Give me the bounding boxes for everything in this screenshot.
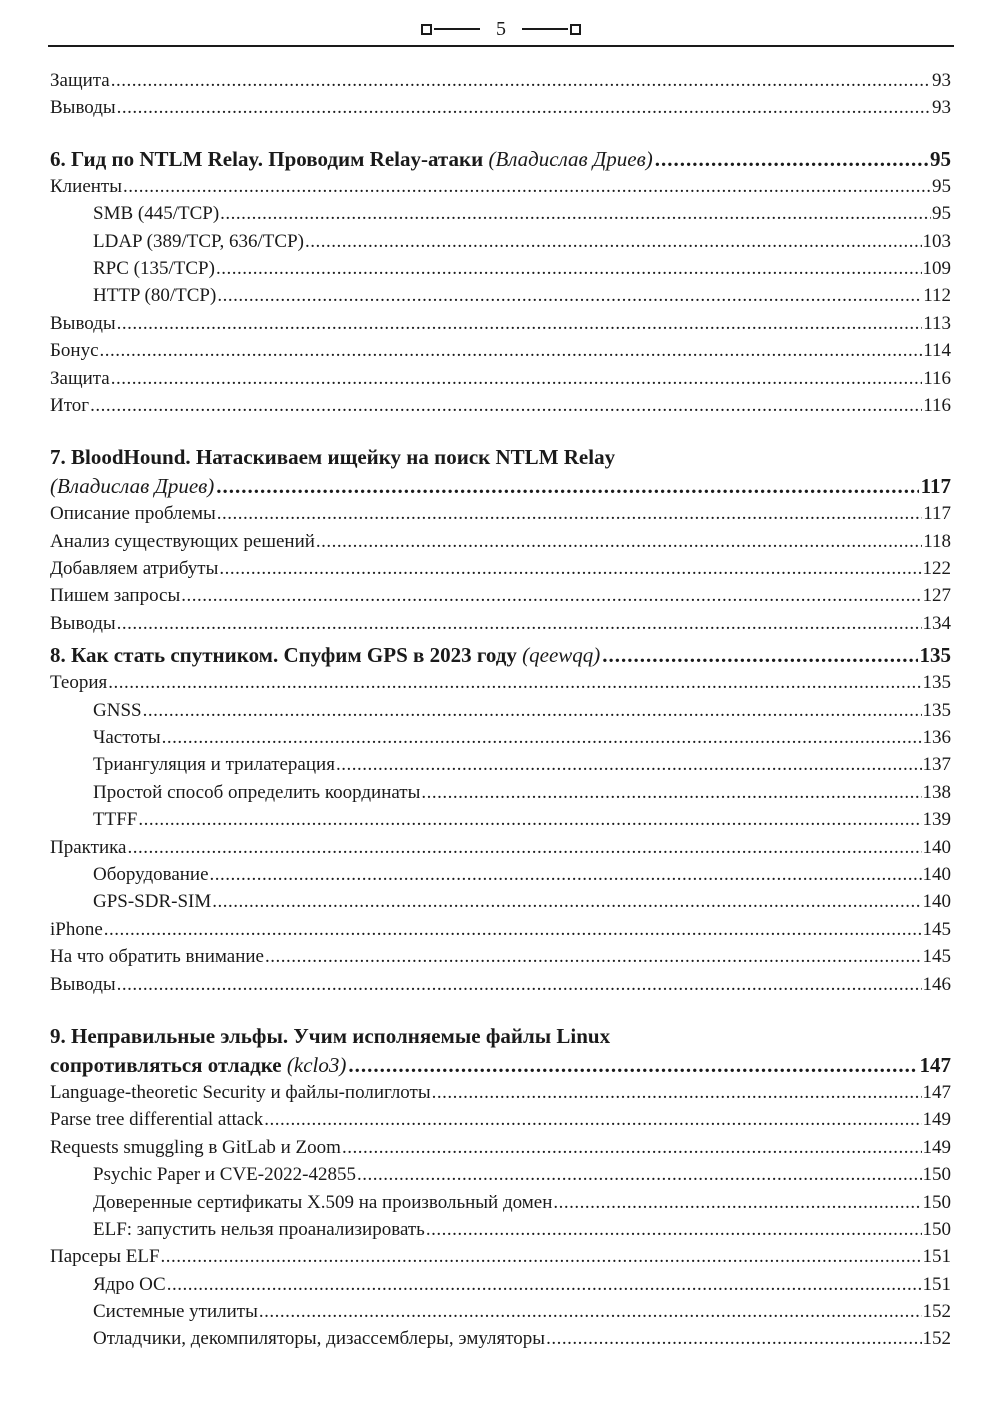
entry-page: 137 [922, 754, 951, 776]
toc-subsection[interactable] [50, 255, 951, 282]
header-ornament [48, 14, 954, 44]
entry-title: Requests smuggling в GitLab и Zoom [50, 1136, 341, 1158]
dot-leader [602, 641, 917, 669]
toc-section[interactable] [50, 528, 951, 555]
dot-leader [138, 806, 921, 833]
entry-title: Language-theoretic Security и файлы-полиглоты [50, 1081, 431, 1103]
toc-section[interactable] [50, 365, 951, 392]
entry-page: 150 [922, 1164, 951, 1186]
dot-leader [210, 861, 922, 888]
entry-title: Частоты [93, 727, 161, 749]
entry-title: SMB (445/TCP) [93, 203, 220, 225]
entry-page: 147 [922, 1081, 951, 1103]
toc-section[interactable] [50, 94, 951, 121]
toc-subsection[interactable] [50, 228, 951, 255]
entry-page: 122 [922, 558, 951, 580]
entry-title: Анализ существующих решений [50, 530, 315, 552]
toc-subsection[interactable] [50, 1271, 951, 1298]
dot-leader [143, 697, 922, 724]
section-gap [50, 419, 951, 442]
entry-title: Защита [50, 70, 110, 91]
toc-chapter[interactable] [50, 145, 951, 173]
dot-leader [117, 971, 922, 998]
dot-leader [219, 555, 921, 582]
entry-page: 140 [922, 863, 951, 885]
entry-page: 140 [922, 891, 951, 913]
dot-leader [181, 582, 921, 609]
entry-page: 95 [932, 203, 951, 225]
dot-leader [167, 1271, 922, 1298]
toc-subsection[interactable] [50, 724, 951, 751]
chapter-author: (qeewqq) [522, 643, 601, 668]
page-header [48, 14, 954, 48]
header-rule [48, 45, 954, 47]
entry-title: На что обратить внимание [50, 946, 264, 968]
dot-leader [117, 610, 922, 637]
toc-section[interactable] [50, 610, 951, 637]
dot-leader [264, 1106, 921, 1133]
entry-title: HTTP (80/TCP) [93, 285, 217, 307]
entry-page: 140 [922, 836, 951, 858]
entry-page: 149 [922, 1109, 951, 1131]
toc-section[interactable] [50, 310, 951, 337]
entry-page: 127 [922, 585, 951, 607]
entry-title: iPhone [50, 918, 103, 940]
page-number: 5 [496, 17, 506, 40]
dot-leader [111, 67, 931, 94]
entry-page: 152 [922, 1328, 951, 1350]
entry-page: 112 [923, 285, 951, 307]
dot-leader [100, 337, 923, 364]
dot-leader [216, 472, 918, 500]
toc-section[interactable] [50, 1106, 951, 1133]
dot-leader [217, 282, 922, 309]
entry-title: Триангуляция и трилатерация [93, 754, 335, 776]
toc-section[interactable] [50, 971, 951, 998]
toc-subsection[interactable] [50, 1161, 951, 1188]
entry-page: 114 [923, 340, 951, 362]
entry-title: Практика [50, 836, 127, 858]
entry-title: Выводы [50, 973, 116, 995]
entry-title: Выводы [50, 312, 116, 334]
chapter-title: 8. Как стать спутником. Спуфим GPS в 2023 году (qeewqq) [50, 643, 601, 668]
dot-leader [117, 310, 923, 337]
toc-chapter-line2[interactable] [50, 472, 951, 500]
entry-page: 150 [922, 1191, 951, 1213]
entry-title: Парсеры ELF [50, 1246, 160, 1268]
chapter-author: (Владислав Дриев) [50, 474, 215, 499]
toc-section[interactable] [50, 67, 951, 94]
toc-section[interactable] [50, 1243, 951, 1270]
entry-page: 138 [922, 781, 951, 803]
entry-title: Системные утилиты [93, 1301, 258, 1323]
dot-leader [546, 1325, 921, 1352]
dot-leader [305, 228, 922, 255]
entry-title: Выводы [50, 97, 116, 119]
toc-subsection[interactable] [50, 1325, 951, 1352]
entry-page: 118 [923, 530, 951, 552]
toc-subsection[interactable] [50, 1216, 951, 1243]
dot-leader [655, 145, 928, 173]
entry-title: TTFF [93, 809, 138, 831]
dot-leader [316, 528, 922, 555]
entry-title: Оборудование [93, 863, 209, 885]
chapter-page: 135 [919, 643, 951, 668]
toc-section[interactable] [50, 1079, 951, 1106]
dot-leader [123, 173, 931, 200]
chapter-title: 6. Гид по NTLM Relay. Проводим Relay-атаки (Владислав Дриев) [50, 146, 653, 171]
entry-page: 149 [922, 1136, 951, 1158]
entry-page: 103 [922, 230, 951, 252]
toc-subsection[interactable] [50, 697, 951, 724]
toc-section[interactable] [50, 834, 951, 861]
entry-page: 136 [922, 727, 951, 749]
chapter-page: 95 [930, 146, 951, 171]
entry-page: 116 [923, 367, 951, 389]
dot-leader [421, 779, 921, 806]
dot-leader [259, 1298, 922, 1325]
dot-leader [104, 916, 922, 943]
dot-leader [265, 943, 922, 970]
dot-leader [216, 255, 922, 282]
toc-section[interactable] [50, 337, 951, 364]
toc-subsection[interactable] [50, 861, 951, 888]
dot-leader [220, 200, 931, 227]
header-right-line [522, 28, 568, 30]
entry-page: 139 [922, 809, 951, 831]
entry-title: GNSS [93, 699, 142, 721]
entry-page: 116 [923, 394, 951, 416]
toc-section[interactable] [50, 173, 951, 200]
dot-leader [357, 1161, 922, 1188]
toc-subsection[interactable] [50, 751, 951, 778]
entry-title: ELF: запустить нельзя проанализировать [93, 1218, 425, 1240]
toc-subsection[interactable] [50, 779, 951, 806]
entry-page: 134 [922, 612, 951, 634]
entry-page: 135 [922, 699, 951, 721]
entry-title: Итог [50, 394, 90, 416]
toc-section[interactable] [50, 582, 951, 609]
entry-page: 93 [932, 70, 951, 91]
toc-section[interactable] [50, 669, 951, 696]
section-gap [50, 122, 951, 145]
chapter-title-cont: сопротивляться отладке (kclo3) [50, 1052, 347, 1077]
entry-page: 113 [923, 312, 951, 334]
entry-page: 95 [932, 175, 951, 197]
entry-title: Пишем запросы [50, 585, 181, 607]
entry-page: 146 [922, 973, 951, 995]
entry-title: LDAP (389/TCP, 636/TCP) [93, 230, 304, 252]
dot-leader [217, 500, 922, 527]
entry-title: Бонус [50, 340, 99, 362]
toc-chapter-line2[interactable] [50, 1051, 951, 1079]
toc-section[interactable] [50, 943, 951, 970]
toc-chapter[interactable] [50, 641, 951, 669]
entry-page: 109 [922, 257, 951, 279]
dot-leader [212, 888, 921, 915]
entry-page: 93 [932, 97, 951, 119]
dot-leader [348, 1051, 917, 1079]
dot-leader [336, 751, 922, 778]
entry-title: Простой способ определить координаты [93, 781, 421, 803]
entry-title: Ядро ОС [93, 1273, 166, 1295]
dot-leader [90, 392, 922, 419]
dot-leader [161, 1243, 922, 1270]
table-of-contents [50, 67, 951, 1353]
dot-leader [111, 365, 922, 392]
entry-page: 152 [922, 1301, 951, 1323]
chapter-page: 147 [919, 1052, 951, 1077]
chapter-title-cont [50, 472, 214, 500]
entry-title: Psychic Paper и CVE-2022-42855 [93, 1164, 356, 1186]
dot-leader [108, 669, 921, 696]
toc-subsection[interactable] [50, 806, 951, 833]
entry-page: 150 [922, 1218, 951, 1240]
header-left-square [421, 24, 432, 35]
chapter-title: 9. Неправильные эльфы. Учим исполняемые файлы Linux [50, 1023, 611, 1048]
dot-leader [162, 724, 922, 751]
dot-leader [432, 1079, 922, 1106]
toc-section[interactable] [50, 1134, 951, 1161]
dot-leader [426, 1216, 922, 1243]
toc-section[interactable] [50, 392, 951, 419]
dot-leader [127, 834, 921, 861]
dot-leader [342, 1134, 922, 1161]
entry-page: 145 [922, 946, 951, 968]
chapter-title: 7. BloodHound. Натаскиваем ищейку на поиск NTLM Relay [50, 445, 616, 470]
entry-title: Клиенты [50, 175, 122, 197]
entry-title: Теория [50, 672, 108, 694]
toc-subsection[interactable] [50, 1189, 951, 1216]
entry-page: 151 [922, 1273, 951, 1295]
toc-section[interactable] [50, 555, 951, 582]
entry-page: 117 [923, 503, 951, 525]
toc-chapter-line1[interactable] [50, 442, 951, 472]
toc-subsection[interactable] [50, 282, 951, 309]
entry-page: 145 [922, 918, 951, 940]
dot-leader [117, 94, 931, 121]
section-gap [50, 998, 951, 1021]
header-right-square [570, 24, 581, 35]
entry-title: Parse tree differential attack [50, 1109, 264, 1131]
toc-subsection[interactable] [50, 200, 951, 227]
toc-subsection[interactable] [50, 888, 951, 915]
entry-title: GPS-SDR-SIM [93, 891, 212, 913]
chapter-author: (Владислав Дриев) [488, 146, 653, 171]
entry-title: RPC (135/TCP) [93, 257, 215, 279]
entry-page: 151 [922, 1246, 951, 1268]
entry-title: Добавляем атрибуты [50, 558, 219, 580]
entry-title: Доверенные сертификаты X.509 на произвольный домен [93, 1191, 553, 1213]
toc-section[interactable] [50, 916, 951, 943]
dot-leader [553, 1189, 921, 1216]
entry-title: Защита [50, 367, 110, 389]
chapter-page: 117 [920, 474, 951, 499]
toc-section[interactable] [50, 500, 951, 527]
chapter-author: (kclo3) [286, 1052, 347, 1077]
entry-title: Отладчики, декомпиляторы, дизассемблеры, эмуляторы [93, 1328, 546, 1350]
entry-title: Выводы [50, 612, 116, 634]
entry-page: 135 [922, 672, 951, 694]
entry-title: Описание проблемы [50, 503, 216, 525]
header-left-line [434, 28, 480, 30]
toc-subsection[interactable] [50, 1298, 951, 1325]
toc-chapter-line1[interactable] [50, 1021, 951, 1051]
